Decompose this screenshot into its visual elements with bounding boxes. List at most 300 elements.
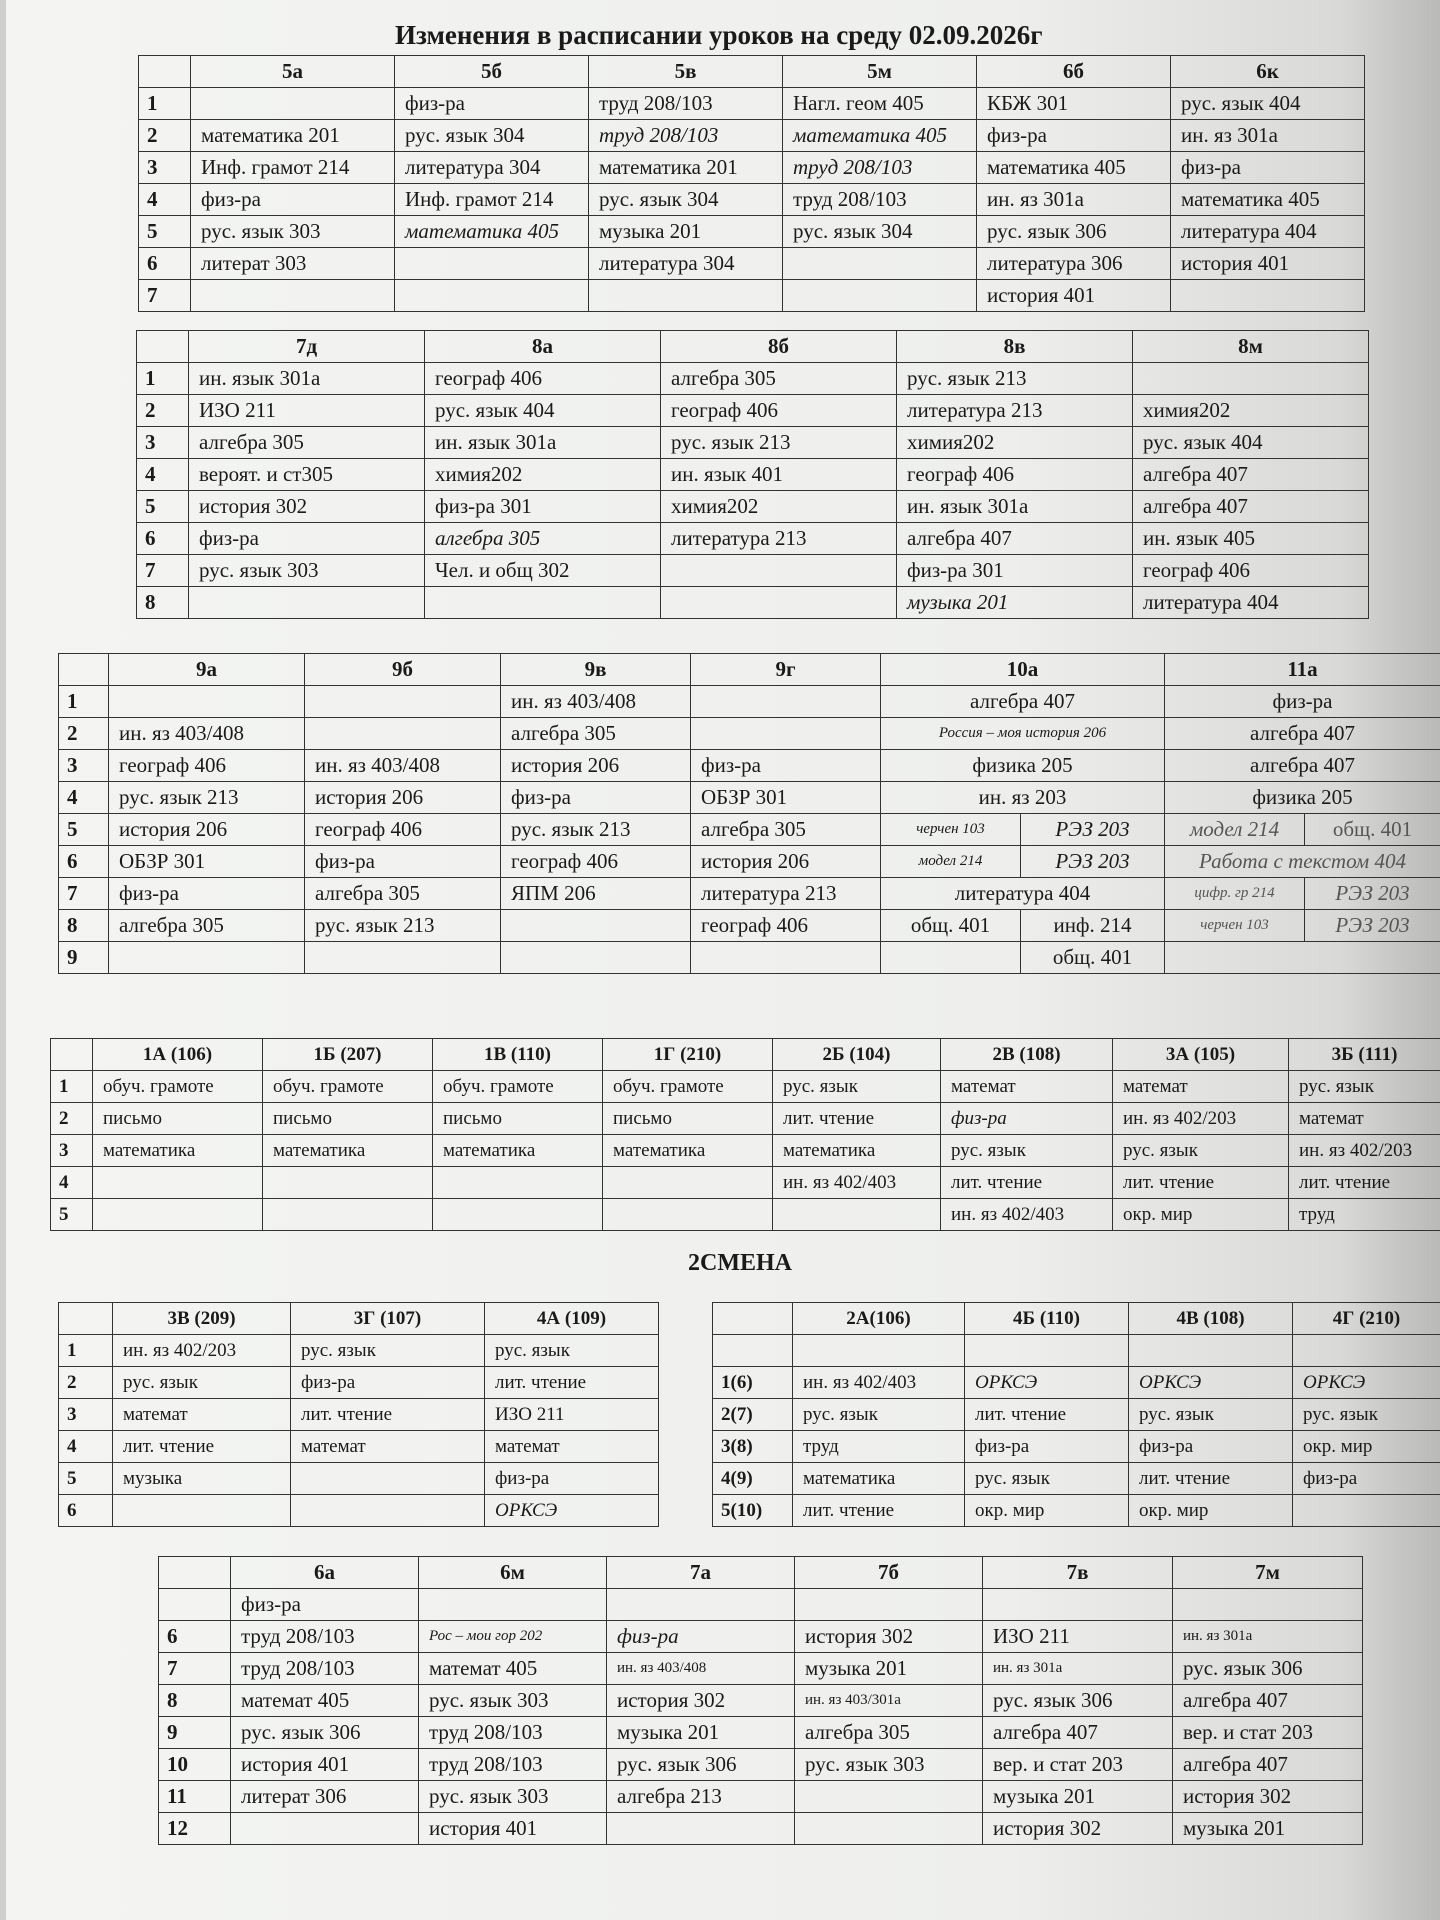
table-row — [51, 1167, 1440, 1199]
table-body — [51, 1071, 1440, 1231]
class-header: 7а — [607, 1557, 795, 1589]
corner-cell — [51, 1039, 93, 1071]
lesson-cell — [263, 1167, 433, 1199]
class-header: 7в — [983, 1557, 1173, 1589]
lesson-cell: лит. чтение — [1113, 1167, 1289, 1199]
lesson-number: 5(10) — [713, 1495, 793, 1527]
lesson-cell: черчен 103 — [881, 814, 1021, 846]
class-header: 1Г (210) — [603, 1039, 773, 1071]
lesson-cell: ЯПМ 206 — [501, 878, 691, 910]
lesson-cell: ин. яз 403/408 — [501, 686, 691, 718]
table-row — [139, 184, 1365, 216]
class-header: 7д — [189, 331, 425, 363]
lesson-cell: литература 304 — [589, 248, 783, 280]
class-header: 5м — [783, 56, 977, 88]
lesson-cell — [113, 1495, 291, 1527]
lesson-cell: физ-ра — [1129, 1431, 1293, 1463]
table-body — [139, 88, 1365, 312]
class-header: 4Б (110) — [965, 1303, 1129, 1335]
lesson-cell: алгебра 305 — [305, 878, 501, 910]
lesson-cell: рус. язык 303 — [795, 1749, 983, 1781]
lesson-cell: черчен 103 — [1165, 910, 1305, 942]
lesson-cell: рус. язык 213 — [661, 427, 897, 459]
lesson-cell: рус. язык — [1129, 1399, 1293, 1431]
lesson-cell: лит. чтение — [291, 1399, 485, 1431]
lesson-cell — [661, 555, 897, 587]
lesson-cell: рус. язык 303 — [419, 1781, 607, 1813]
lesson-cell — [1171, 280, 1365, 312]
class-header: 9а — [109, 654, 305, 686]
lesson-cell: рус. язык — [1289, 1071, 1440, 1103]
lesson-cell: обуч. грамоте — [603, 1071, 773, 1103]
lesson-cell: математика 201 — [191, 120, 395, 152]
lesson-cell: рус. язык 213 — [305, 910, 501, 942]
lesson-cell: литература 404 — [1133, 587, 1369, 619]
lesson-cell — [1293, 1335, 1440, 1367]
table-header-row — [159, 1557, 1363, 1589]
lesson-cell: рус. язык 306 — [607, 1749, 795, 1781]
lesson-cell: химия202 — [425, 459, 661, 491]
corner-cell — [713, 1303, 793, 1335]
lesson-cell — [109, 686, 305, 718]
lesson-cell: ин. язык 405 — [1133, 523, 1369, 555]
lesson-cell — [965, 1335, 1129, 1367]
table-row — [713, 1463, 1440, 1495]
lesson-number: 1 — [137, 363, 189, 395]
table-header-row — [59, 1303, 659, 1335]
lesson-cell: литерат 306 — [231, 1781, 419, 1813]
lesson-cell — [395, 280, 589, 312]
lesson-cell: РЭЗ 203 — [1021, 814, 1165, 846]
lesson-cell: лит. чтение — [1289, 1167, 1440, 1199]
table-row — [137, 459, 1369, 491]
lesson-number: 1 — [59, 1335, 113, 1367]
lesson-cell: ИЗО 211 — [189, 395, 425, 427]
lesson-cell: ин. язык 301а — [425, 427, 661, 459]
lesson-cell: физ-ра — [305, 846, 501, 878]
lesson-cell: обуч. грамоте — [263, 1071, 433, 1103]
class-header: 8м — [1133, 331, 1369, 363]
lesson-number: 5 — [51, 1199, 93, 1231]
lesson-cell: ин. яз 402/403 — [793, 1367, 965, 1399]
lesson-cell: математика — [603, 1135, 773, 1167]
lesson-cell: математика — [263, 1135, 433, 1167]
table-row — [59, 1495, 659, 1527]
lesson-cell: труд 208/103 — [783, 152, 977, 184]
lesson-cell — [189, 587, 425, 619]
lesson-cell: ОБЗР 301 — [691, 782, 881, 814]
lesson-cell: физ-ра — [1165, 686, 1440, 718]
lesson-cell: труд 208/103 — [231, 1621, 419, 1653]
lesson-cell: физ-ра — [941, 1103, 1113, 1135]
table-row — [137, 395, 1369, 427]
table-row — [159, 1621, 1363, 1653]
lesson-cell: рус. язык — [1113, 1135, 1289, 1167]
lesson-cell: географ 406 — [661, 395, 897, 427]
lesson-cell: литература 213 — [661, 523, 897, 555]
lesson-cell: географ 406 — [305, 814, 501, 846]
table-row — [137, 491, 1369, 523]
lesson-cell: ОРКСЭ — [485, 1495, 659, 1527]
lesson-number: 4 — [137, 459, 189, 491]
lesson-cell — [263, 1199, 433, 1231]
lesson-cell — [191, 280, 395, 312]
lesson-number: 4 — [139, 184, 191, 216]
lesson-number: 7 — [137, 555, 189, 587]
lesson-number: 3 — [137, 427, 189, 459]
lesson-cell: музыка 201 — [607, 1717, 795, 1749]
lesson-number: 7 — [59, 878, 109, 910]
lesson-cell — [881, 942, 1021, 974]
lesson-cell: ин. язык 301а — [897, 491, 1133, 523]
table-row — [137, 555, 1369, 587]
table-row — [59, 718, 1440, 750]
lesson-cell: физ-ра — [109, 878, 305, 910]
lesson-cell: ин. яз 403/301а — [795, 1685, 983, 1717]
lesson-cell: рус. язык 304 — [589, 184, 783, 216]
table-row — [139, 120, 1365, 152]
table-row — [59, 1463, 659, 1495]
lesson-cell — [433, 1199, 603, 1231]
class-header: 3Г (107) — [291, 1303, 485, 1335]
corner-cell — [139, 56, 191, 88]
schedule-table-3v-4a — [58, 1302, 659, 1527]
class-header: 3А (105) — [1113, 1039, 1289, 1071]
corner-cell — [59, 654, 109, 686]
lesson-cell: физика 205 — [1165, 782, 1440, 814]
lesson-number: 5 — [137, 491, 189, 523]
lesson-cell: литература 213 — [897, 395, 1133, 427]
table-row — [59, 878, 1440, 910]
lesson-cell: рус. язык 303 — [191, 216, 395, 248]
schedule-table-5-6 — [138, 55, 1365, 312]
lesson-cell: алгебра 305 — [661, 363, 897, 395]
lesson-cell: рус. язык 404 — [1171, 88, 1365, 120]
lesson-cell: физ-ра — [191, 184, 395, 216]
lesson-cell: рус. язык 304 — [395, 120, 589, 152]
class-header: 7б — [795, 1557, 983, 1589]
lesson-cell: рус. язык 404 — [425, 395, 661, 427]
lesson-cell: алгебра 407 — [1165, 750, 1440, 782]
lesson-cell: рус. язык — [793, 1399, 965, 1431]
lesson-cell: рус. язык 303 — [189, 555, 425, 587]
lesson-cell: ин. яз 402/203 — [1289, 1135, 1440, 1167]
lesson-cell: рус. язык 304 — [783, 216, 977, 248]
lesson-cell: математика — [433, 1135, 603, 1167]
lesson-number: 7 — [159, 1653, 231, 1685]
lesson-cell — [501, 942, 691, 974]
lesson-cell: лит. чтение — [485, 1367, 659, 1399]
lesson-cell: обуч. грамоте — [433, 1071, 603, 1103]
lesson-cell: история 206 — [691, 846, 881, 878]
table-row — [159, 1781, 1363, 1813]
lesson-cell: ин. язык 301а — [189, 363, 425, 395]
class-header: 9в — [501, 654, 691, 686]
table-row — [713, 1495, 1440, 1527]
lesson-number: 1 — [139, 88, 191, 120]
lesson-cell: музыка 201 — [897, 587, 1133, 619]
class-header: 6а — [231, 1557, 419, 1589]
lesson-cell: ОРКСЭ — [965, 1367, 1129, 1399]
table-row — [139, 248, 1365, 280]
table-row — [51, 1103, 1440, 1135]
lesson-cell: труд 208/103 — [783, 184, 977, 216]
class-header: 3Б (111) — [1289, 1039, 1440, 1071]
lesson-cell: письмо — [263, 1103, 433, 1135]
class-header: 1В (110) — [433, 1039, 603, 1071]
class-header: 4А (109) — [485, 1303, 659, 1335]
lesson-cell: рус. язык — [965, 1463, 1129, 1495]
table-row — [713, 1335, 1440, 1367]
lesson-number: 6 — [59, 846, 109, 878]
class-header: 10а — [881, 654, 1165, 686]
lesson-cell: физ-ра — [485, 1463, 659, 1495]
lesson-cell: физ-ра — [1293, 1463, 1440, 1495]
lesson-cell: труд — [1289, 1199, 1440, 1231]
class-header: 2В (108) — [941, 1039, 1113, 1071]
lesson-cell: математика — [93, 1135, 263, 1167]
lesson-cell — [589, 280, 783, 312]
table-row — [59, 942, 1440, 974]
lesson-cell: алгебра 305 — [425, 523, 661, 555]
schedule-table-2a-4g — [712, 1302, 1440, 1527]
table-row — [59, 846, 1440, 878]
table-row — [713, 1399, 1440, 1431]
lesson-cell: физ-ра — [395, 88, 589, 120]
lesson-cell — [291, 1495, 485, 1527]
lesson-cell: РЭЗ 203 — [1021, 846, 1165, 878]
table-row — [713, 1431, 1440, 1463]
lesson-cell: РЭЗ 203 — [1305, 878, 1440, 910]
lesson-cell — [291, 1463, 485, 1495]
lesson-cell: письмо — [93, 1103, 263, 1135]
lesson-number: 1 — [51, 1071, 93, 1103]
lesson-cell — [691, 942, 881, 974]
lesson-cell: вер. и стат 203 — [1173, 1717, 1363, 1749]
lesson-cell — [793, 1335, 965, 1367]
lesson-cell: физ-ра — [691, 750, 881, 782]
lesson-cell: рус. язык — [291, 1335, 485, 1367]
lesson-cell — [305, 686, 501, 718]
table-row — [139, 152, 1365, 184]
lesson-cell: алгебра 407 — [1165, 718, 1440, 750]
lesson-cell: географ 406 — [425, 363, 661, 395]
lesson-cell: алгебра 407 — [1173, 1749, 1363, 1781]
table-row — [159, 1653, 1363, 1685]
table-row — [59, 686, 1440, 718]
lesson-cell — [607, 1589, 795, 1621]
lesson-cell — [191, 88, 395, 120]
lesson-cell: ин. яз 301а — [983, 1653, 1173, 1685]
lesson-cell: история 401 — [977, 280, 1171, 312]
lesson-cell: физ-ра — [501, 782, 691, 814]
table-row — [59, 1399, 659, 1431]
lesson-cell: труд 208/103 — [589, 120, 783, 152]
class-header: 8в — [897, 331, 1133, 363]
lesson-number: 6 — [59, 1495, 113, 1527]
lesson-cell — [305, 718, 501, 750]
lesson-cell: алгебра 305 — [109, 910, 305, 942]
lesson-cell: литература 304 — [395, 152, 589, 184]
lesson-cell — [501, 910, 691, 942]
lesson-cell — [607, 1813, 795, 1845]
schedule-table-9-11 — [58, 653, 1440, 974]
lesson-number: 1 — [59, 686, 109, 718]
lesson-cell: вер. и стат 203 — [983, 1749, 1173, 1781]
table-row — [59, 910, 1440, 942]
table-row — [137, 587, 1369, 619]
lesson-cell: математика 405 — [1171, 184, 1365, 216]
table-body — [159, 1589, 1363, 1845]
lesson-cell: рус. язык 213 — [501, 814, 691, 846]
class-header: 4Г (210) — [1293, 1303, 1440, 1335]
lesson-cell — [603, 1199, 773, 1231]
lesson-number: 3 — [139, 152, 191, 184]
corner-cell — [159, 1557, 231, 1589]
lesson-cell — [1173, 1589, 1363, 1621]
lesson-cell: рус. язык 306 — [983, 1685, 1173, 1717]
class-header: 6к — [1171, 56, 1365, 88]
lesson-cell — [1165, 942, 1440, 974]
lesson-number — [159, 1589, 231, 1621]
page-title: Изменения в расписании уроков на среду 02.09.2026г — [395, 20, 1043, 50]
lesson-cell: математ — [941, 1071, 1113, 1103]
lesson-cell: математ — [1289, 1103, 1440, 1135]
lesson-cell — [93, 1199, 263, 1231]
table-row — [139, 88, 1365, 120]
lesson-cell — [425, 587, 661, 619]
lesson-cell: математика 405 — [977, 152, 1171, 184]
lesson-cell: лит. чтение — [793, 1495, 965, 1527]
table-row — [139, 280, 1365, 312]
table-header-row — [59, 654, 1440, 686]
lesson-cell: Работа с текстом 404 — [1165, 846, 1440, 878]
lesson-cell: Рос – мои гор 202 — [419, 1621, 607, 1653]
table-body — [59, 686, 1440, 974]
class-header: 5в — [589, 56, 783, 88]
lesson-cell: математика 405 — [395, 216, 589, 248]
class-header: 7м — [1173, 1557, 1363, 1589]
shift-2-heading: 2СМЕНА — [688, 1250, 792, 1276]
lesson-cell: Чел. и общ 302 — [425, 555, 661, 587]
lesson-cell: рус. язык 213 — [109, 782, 305, 814]
lesson-cell: ин. яз 402/403 — [941, 1199, 1113, 1231]
corner-cell — [59, 1303, 113, 1335]
lesson-cell: труд 208/103 — [419, 1749, 607, 1781]
lesson-cell: общ. 401 — [1305, 814, 1440, 846]
lesson-cell: географ 406 — [1133, 555, 1369, 587]
table-row — [713, 1367, 1440, 1399]
table-header-row — [137, 331, 1369, 363]
lesson-number: 2 — [59, 718, 109, 750]
lesson-cell: история 302 — [607, 1685, 795, 1717]
lesson-cell: рус. язык 404 — [1133, 427, 1369, 459]
lesson-number: 6 — [139, 248, 191, 280]
lesson-cell: история 302 — [1173, 1781, 1363, 1813]
schedule-table-primary — [50, 1038, 1440, 1231]
lesson-cell — [1129, 1335, 1293, 1367]
lesson-cell: труд — [793, 1431, 965, 1463]
schedule-table-6a-7m — [158, 1556, 1363, 1845]
lesson-cell — [773, 1199, 941, 1231]
lesson-cell: рус. язык 213 — [897, 363, 1133, 395]
lesson-cell: ин. яз 301а — [1173, 1621, 1363, 1653]
lesson-cell — [691, 718, 881, 750]
lesson-cell: ин. яз 203 — [881, 782, 1165, 814]
lesson-cell: музыка 201 — [1173, 1813, 1363, 1845]
lesson-cell — [783, 248, 977, 280]
lesson-number: 9 — [159, 1717, 231, 1749]
lesson-cell: рус. язык 306 — [1173, 1653, 1363, 1685]
lesson-cell: окр. мир — [965, 1495, 1129, 1527]
lesson-cell: географ 406 — [691, 910, 881, 942]
table-body — [59, 1335, 659, 1527]
lesson-cell: ин. яз 402/203 — [1113, 1103, 1289, 1135]
lesson-cell: алгебра 407 — [1133, 491, 1369, 523]
lesson-cell: физ-ра — [291, 1367, 485, 1399]
lesson-cell — [1293, 1495, 1440, 1527]
lesson-cell: Россия – моя история 206 — [881, 718, 1165, 750]
lesson-cell: окр. мир — [1113, 1199, 1289, 1231]
table-row — [59, 814, 1440, 846]
lesson-cell: рус. язык — [1293, 1399, 1440, 1431]
lesson-cell: окр. мир — [1293, 1431, 1440, 1463]
lesson-number: 4 — [59, 782, 109, 814]
lesson-cell: математ — [485, 1431, 659, 1463]
lesson-cell — [661, 587, 897, 619]
table-header-row — [139, 56, 1365, 88]
lesson-cell: алгебра 407 — [1133, 459, 1369, 491]
table-row — [159, 1685, 1363, 1717]
lesson-cell: математика 201 — [589, 152, 783, 184]
lesson-cell — [795, 1813, 983, 1845]
table-row — [51, 1135, 1440, 1167]
lesson-cell: Инф. грамот 214 — [395, 184, 589, 216]
lesson-cell: физ-ра 301 — [425, 491, 661, 523]
lesson-cell: рус. язык 306 — [231, 1717, 419, 1749]
lesson-cell: письмо — [433, 1103, 603, 1135]
lesson-cell: ин. яз 402/403 — [773, 1167, 941, 1199]
lesson-cell: рус. язык — [113, 1367, 291, 1399]
lesson-cell: математ — [113, 1399, 291, 1431]
lesson-cell: математ — [1113, 1071, 1289, 1103]
lesson-cell: географ 406 — [897, 459, 1133, 491]
lesson-cell — [795, 1589, 983, 1621]
lesson-cell: история 401 — [419, 1813, 607, 1845]
lesson-cell: алгебра 407 — [881, 686, 1165, 718]
lesson-cell: ИЗО 211 — [485, 1399, 659, 1431]
lesson-cell: обуч. грамоте — [93, 1071, 263, 1103]
lesson-cell: алгебра 213 — [607, 1781, 795, 1813]
class-header: 11а — [1165, 654, 1440, 686]
lesson-cell: алгебра 305 — [691, 814, 881, 846]
lesson-cell: физ-ра — [189, 523, 425, 555]
table-header-row — [51, 1039, 1440, 1071]
lesson-cell: алгебра 305 — [501, 718, 691, 750]
lesson-number: 4(9) — [713, 1463, 793, 1495]
lesson-number: 2 — [139, 120, 191, 152]
lesson-cell: история 206 — [109, 814, 305, 846]
lesson-number: 8 — [137, 587, 189, 619]
class-header: 4В (108) — [1129, 1303, 1293, 1335]
lesson-cell: ОРКСЭ — [1293, 1367, 1440, 1399]
table-row — [59, 782, 1440, 814]
lesson-cell: РЭЗ 203 — [1305, 910, 1440, 942]
lesson-cell — [433, 1167, 603, 1199]
lesson-cell — [395, 248, 589, 280]
lesson-number — [713, 1335, 793, 1367]
lesson-cell: алгебра 407 — [1173, 1685, 1363, 1717]
